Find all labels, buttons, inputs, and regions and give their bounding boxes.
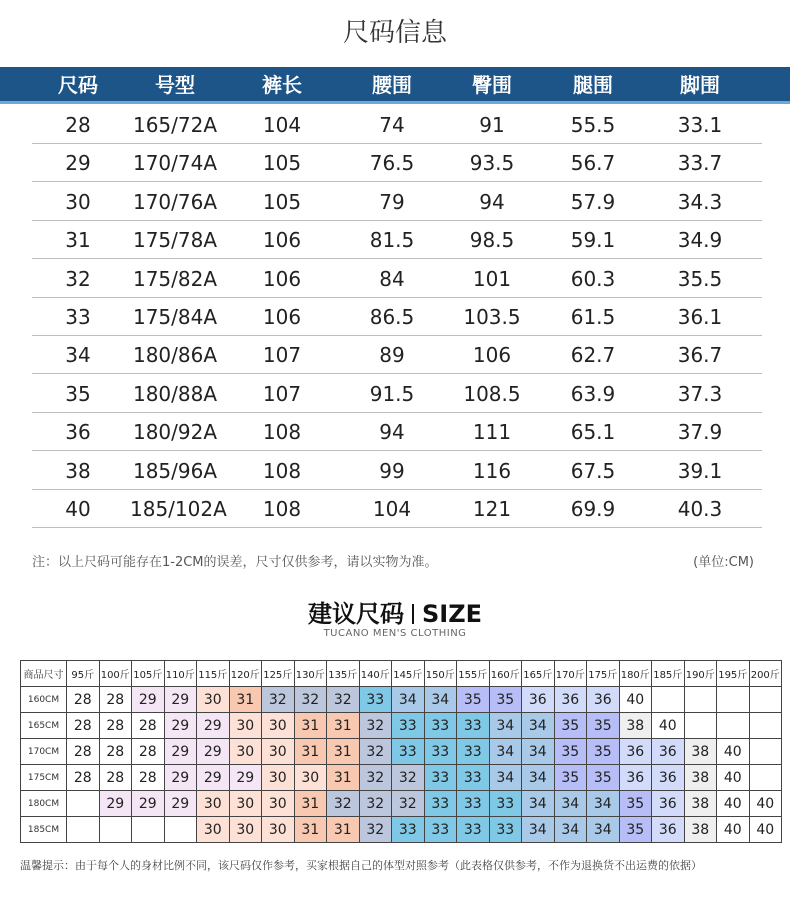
- table-row: [32, 220, 762, 259]
- grid-cell: [684, 687, 717, 713]
- suggest-title-en: SIZE: [421, 600, 482, 628]
- table-row: [32, 105, 762, 144]
- grid-row: [21, 765, 782, 791]
- grid-cell: 32: [359, 765, 392, 791]
- grid-cell: 32: [392, 765, 425, 791]
- table-cell: 108: [262, 420, 302, 445]
- title-separator: [412, 604, 414, 624]
- grid-cell: 30: [262, 765, 295, 791]
- grid-cell: 28: [67, 687, 100, 713]
- grid-cell: 30: [262, 739, 295, 765]
- table-cell: 94: [379, 420, 405, 445]
- table-cell: 32: [65, 266, 91, 291]
- table-cell: 35.5: [677, 266, 723, 291]
- header-cell: 腰围: [372, 73, 412, 97]
- size-table-header: [0, 67, 790, 104]
- table-row: [32, 489, 762, 528]
- grid-cell: 34: [489, 739, 522, 765]
- grid-cell: 34: [522, 713, 555, 739]
- weight-header: 185斤: [652, 661, 685, 687]
- table-cell: 63.9: [570, 381, 616, 406]
- table-cell: 185/102A: [130, 497, 227, 521]
- height-label: 180CM: [21, 791, 67, 817]
- table-cell: 105: [262, 151, 302, 176]
- grid-cell: 38: [684, 765, 717, 791]
- grid-cell: 32: [262, 687, 295, 713]
- weight-header: 110斤: [164, 661, 197, 687]
- weight-header: 120斤: [229, 661, 262, 687]
- weight-header: 155斤: [457, 661, 490, 687]
- table-cell: 104: [372, 497, 412, 521]
- grid-cell: 38: [684, 817, 717, 843]
- grid-cell: 32: [359, 817, 392, 843]
- grid-cell: 33: [489, 817, 522, 843]
- table-cell: 106: [262, 228, 302, 253]
- table-cell: 33: [65, 305, 91, 329]
- grid-cell: 28: [99, 765, 132, 791]
- table-cell: 106: [262, 305, 302, 329]
- grid-cell: 29: [132, 687, 165, 713]
- grid-cell: 35: [619, 817, 652, 843]
- grid-cell: 33: [457, 713, 490, 739]
- grid-cell: 40: [717, 791, 750, 817]
- grid-cell: [749, 739, 782, 765]
- header-cell: 号型: [155, 73, 195, 97]
- weight-header: 115斤: [197, 661, 230, 687]
- table-cell: 34.9: [677, 228, 723, 253]
- grid-cell: 33: [457, 765, 490, 791]
- table-cell: 61.5: [570, 305, 616, 329]
- table-row: [32, 259, 762, 298]
- table-cell: 33.7: [677, 151, 723, 176]
- header-cell: 脚围: [680, 73, 720, 97]
- grid-cell: 38: [619, 713, 652, 739]
- header-cell: 臀围: [472, 73, 512, 97]
- suggest-title: [0, 594, 790, 629]
- table-cell: 165/72A: [132, 113, 218, 137]
- grid-cell: 33: [392, 739, 425, 765]
- grid-cell: 32: [359, 713, 392, 739]
- grid-cell: 29: [164, 791, 197, 817]
- grid-cell: 35: [619, 791, 652, 817]
- grid-cell: 40: [717, 739, 750, 765]
- table-cell: 91.5: [369, 381, 415, 406]
- grid-cell: 34: [554, 791, 587, 817]
- table-cell: 86.5: [369, 305, 415, 329]
- footer-tip: 温馨提示：由于每个人的身材比例不同，该尺码仅作参考，买家根据自己的体型对照参考（此表格仅供参考，不作为退换货不出运费的依据）: [20, 859, 702, 872]
- table-cell: 175/84A: [132, 305, 218, 329]
- table-cell: 99: [379, 458, 405, 483]
- grid-cell: 35: [587, 713, 620, 739]
- grid-cell: 33: [359, 687, 392, 713]
- weight-header: 165斤: [522, 661, 555, 687]
- unit-label: (单位:CM): [693, 555, 754, 570]
- header-cell: 裤长: [262, 73, 302, 97]
- table-cell: 74: [379, 113, 405, 137]
- table-cell: 105: [262, 189, 302, 214]
- grid-cell: 31: [294, 713, 327, 739]
- table-cell: 76.5: [369, 151, 415, 176]
- grid-cell: 33: [424, 765, 457, 791]
- grid-cell: 34: [489, 713, 522, 739]
- grid-cell: 32: [294, 687, 327, 713]
- grid-cell: 36: [652, 739, 685, 765]
- grid-cell: [717, 687, 750, 713]
- suggest-title-cn: 建议尺码: [307, 600, 404, 628]
- table-cell: 31: [65, 228, 91, 253]
- grid-cell: 36: [554, 687, 587, 713]
- table-cell: 103.5: [463, 305, 521, 329]
- grid-cell: 30: [262, 713, 295, 739]
- grid-row: [21, 713, 782, 739]
- table-cell: 35: [65, 381, 91, 406]
- grid-cell: 30: [197, 687, 230, 713]
- grid-cell: 34: [522, 765, 555, 791]
- grid-cell: 34: [522, 739, 555, 765]
- grid-row: [21, 791, 782, 817]
- grid-cell: 31: [327, 713, 360, 739]
- height-label: 185CM: [21, 817, 67, 843]
- grid-cell: 30: [229, 791, 262, 817]
- height-label: 170CM: [21, 739, 67, 765]
- table-cell: 40: [65, 497, 91, 521]
- table-cell: 69.9: [570, 497, 616, 521]
- grid-row: [21, 739, 782, 765]
- grid-cell: 36: [652, 765, 685, 791]
- grid-cell: 29: [229, 765, 262, 791]
- table-row: [32, 451, 762, 490]
- grid-cell: 30: [197, 817, 230, 843]
- grid-cell: 28: [132, 739, 165, 765]
- grid-cell: 30: [262, 817, 295, 843]
- grid-cell: [99, 817, 132, 843]
- weight-header: 175斤: [587, 661, 620, 687]
- grid-cell: 29: [197, 713, 230, 739]
- grid-cell: 34: [522, 817, 555, 843]
- grid-cell: 32: [359, 791, 392, 817]
- table-cell: 56.7: [570, 151, 616, 176]
- grid-cell: 29: [164, 713, 197, 739]
- size-note: 注：以上尺码可能存在1-2CM的误差，尺寸仅供参考，请以实物为准。: [32, 555, 438, 570]
- weight-header: 145斤: [392, 661, 425, 687]
- grid-cell: 34: [424, 687, 457, 713]
- grid-cell: 40: [749, 791, 782, 817]
- weight-header: 135斤: [327, 661, 360, 687]
- grid-cell: 35: [554, 765, 587, 791]
- table-cell: 108: [262, 458, 302, 483]
- table-cell: 40.3: [677, 497, 723, 521]
- grid-cell: 33: [424, 791, 457, 817]
- grid-cell: [749, 765, 782, 791]
- grid-cell: 34: [522, 791, 555, 817]
- grid-cell: 34: [587, 791, 620, 817]
- grid-cell: 35: [489, 687, 522, 713]
- grid-cell: [717, 713, 750, 739]
- grid-cell: [132, 817, 165, 843]
- table-cell: 79: [379, 189, 405, 214]
- grid-cell: 34: [587, 817, 620, 843]
- header-cell: 腿围: [573, 73, 613, 97]
- grid-cell: 35: [457, 687, 490, 713]
- table-cell: 101: [472, 266, 512, 291]
- table-row: [32, 143, 762, 182]
- grid-cell: 33: [392, 817, 425, 843]
- grid-cell: 28: [99, 687, 132, 713]
- table-cell: 57.9: [570, 189, 616, 214]
- weight-header: 130斤: [294, 661, 327, 687]
- table-cell: 38: [65, 458, 91, 483]
- grid-cell: 29: [197, 765, 230, 791]
- grid-cell: 40: [749, 817, 782, 843]
- table-cell: 81.5: [369, 228, 415, 253]
- grid-cell: 31: [229, 687, 262, 713]
- grid-cell: 38: [684, 739, 717, 765]
- weight-header: 170斤: [554, 661, 587, 687]
- table-row: [32, 182, 762, 221]
- table-cell: 180/92A: [132, 420, 218, 445]
- grid-cell: 30: [229, 713, 262, 739]
- weight-header: 180斤: [619, 661, 652, 687]
- grid-cell: 29: [164, 765, 197, 791]
- table-cell: 60.3: [570, 266, 616, 291]
- grid-cell: 32: [327, 687, 360, 713]
- page-title: 尺码信息: [342, 18, 447, 48]
- table-cell: 36.7: [677, 343, 723, 368]
- table-cell: 116: [472, 458, 512, 483]
- grid-cell: 28: [132, 765, 165, 791]
- grid-cell: 31: [327, 765, 360, 791]
- grid-cell: [749, 713, 782, 739]
- table-cell: 89: [379, 343, 405, 368]
- table-cell: 170/76A: [132, 189, 218, 214]
- table-cell: 59.1: [570, 228, 616, 253]
- grid-cell: 28: [67, 765, 100, 791]
- grid-cell: 33: [424, 817, 457, 843]
- grid-cell: 29: [99, 791, 132, 817]
- table-cell: 67.5: [570, 458, 616, 483]
- grid-cell: 40: [717, 817, 750, 843]
- grid-cell: 33: [489, 791, 522, 817]
- grid-cell: 33: [457, 817, 490, 843]
- table-cell: 37.3: [677, 381, 723, 406]
- grid-cell: 33: [392, 713, 425, 739]
- weight-header: 125斤: [262, 661, 295, 687]
- grid-cell: 31: [294, 791, 327, 817]
- weight-header: 190斤: [684, 661, 717, 687]
- grid-cell: 32: [392, 791, 425, 817]
- table-cell: 185/96A: [132, 458, 218, 483]
- table-cell: 34.3: [677, 189, 723, 214]
- grid-cell: 36: [652, 791, 685, 817]
- weight-header: 140斤: [359, 661, 392, 687]
- grid-cell: 31: [327, 739, 360, 765]
- height-label: 165CM: [21, 713, 67, 739]
- grid-cell: 30: [262, 791, 295, 817]
- suggest-size-grid: [20, 660, 782, 843]
- table-row: [32, 374, 762, 413]
- grid-cell: 30: [229, 817, 262, 843]
- table-cell: 98.5: [469, 228, 515, 253]
- grid-cell: 34: [554, 817, 587, 843]
- grid-cell: 40: [619, 687, 652, 713]
- grid-cell: 35: [587, 739, 620, 765]
- table-cell: 91: [479, 113, 505, 137]
- table-cell: 84: [379, 266, 405, 291]
- grid-cell: 40: [652, 713, 685, 739]
- table-cell: 34: [65, 343, 91, 368]
- grid-cell: 33: [457, 791, 490, 817]
- table-row: [32, 412, 762, 451]
- grid-cell: 33: [424, 713, 457, 739]
- table-cell: 36.1: [677, 305, 723, 329]
- weight-header: 150斤: [424, 661, 457, 687]
- grid-cell: 34: [489, 765, 522, 791]
- grid-header-row: [21, 661, 782, 687]
- grid-cell: 28: [67, 739, 100, 765]
- weight-header: 95斤: [67, 661, 100, 687]
- grid-cell: 36: [619, 765, 652, 791]
- grid-cell: 32: [359, 739, 392, 765]
- brand-caption: TUCANO MEN'S CLOTHING: [323, 628, 467, 639]
- weight-header: 160斤: [489, 661, 522, 687]
- table-cell: 107: [262, 343, 302, 368]
- table-cell: 111: [472, 420, 512, 445]
- grid-cell: 29: [164, 739, 197, 765]
- table-row: [32, 297, 762, 336]
- grid-cell: 36: [619, 739, 652, 765]
- weight-header: 105斤: [132, 661, 165, 687]
- grid-cell: 28: [99, 739, 132, 765]
- grid-cell: 31: [327, 817, 360, 843]
- grid-cell: [749, 687, 782, 713]
- grid-cell: [164, 817, 197, 843]
- table-cell: 106: [472, 343, 512, 368]
- table-cell: 170/74A: [132, 151, 218, 176]
- table-cell: 93.5: [469, 151, 515, 176]
- grid-cell: 30: [197, 791, 230, 817]
- table-cell: 62.7: [570, 343, 616, 368]
- height-label: 160CM: [21, 687, 67, 713]
- grid-cell: 33: [457, 739, 490, 765]
- header-cell: 尺码: [58, 73, 98, 97]
- grid-cell: 36: [522, 687, 555, 713]
- grid-row: [21, 817, 782, 843]
- grid-cell: 38: [684, 791, 717, 817]
- table-cell: 121: [472, 497, 512, 521]
- grid-cell: 32: [327, 791, 360, 817]
- table-cell: 180/86A: [132, 343, 218, 368]
- table-cell: 107: [262, 381, 302, 406]
- table-cell: 33.1: [677, 113, 723, 137]
- grid-cell: 28: [132, 713, 165, 739]
- grid-cell: 36: [587, 687, 620, 713]
- table-cell: 39.1: [677, 458, 723, 483]
- weight-header: 200斤: [749, 661, 782, 687]
- grid-cell: 30: [294, 765, 327, 791]
- grid-cell: 35: [554, 713, 587, 739]
- grid-cell: [67, 817, 100, 843]
- table-cell: 106: [262, 266, 302, 291]
- grid-cell: 35: [554, 739, 587, 765]
- grid-cell: 29: [132, 791, 165, 817]
- table-cell: 180/88A: [132, 381, 218, 406]
- grid-cell: 35: [587, 765, 620, 791]
- weight-header: 100斤: [99, 661, 132, 687]
- table-cell: 37.9: [677, 420, 723, 445]
- table-cell: 55.5: [570, 113, 616, 137]
- table-cell: 28: [65, 113, 91, 137]
- height-label: 175CM: [21, 765, 67, 791]
- grid-cell: 29: [164, 687, 197, 713]
- grid-cell: 29: [197, 739, 230, 765]
- grid-cell: 30: [229, 739, 262, 765]
- table-cell: 108.5: [463, 381, 521, 406]
- table-cell: 108: [262, 497, 302, 521]
- table-cell: 65.1: [570, 420, 616, 445]
- table-cell: 104: [262, 113, 302, 137]
- table-cell: 175/78A: [132, 228, 218, 253]
- grid-cell: 28: [99, 713, 132, 739]
- grid-cell: [67, 791, 100, 817]
- table-cell: 94: [479, 189, 505, 214]
- table-row: [32, 335, 762, 374]
- grid-cell: 33: [424, 739, 457, 765]
- grid-cell: 31: [294, 817, 327, 843]
- table-cell: 36: [65, 420, 91, 445]
- table-cell: 29: [65, 151, 91, 176]
- table-cell: 175/82A: [132, 266, 218, 291]
- grid-row: [21, 687, 782, 713]
- grid-cell: 31: [294, 739, 327, 765]
- grid-cell: 40: [717, 765, 750, 791]
- grid-corner-label: 商品尺寸: [21, 661, 67, 687]
- grid-cell: [684, 713, 717, 739]
- grid-cell: 28: [67, 713, 100, 739]
- weight-header: 195斤: [717, 661, 750, 687]
- grid-cell: 36: [652, 817, 685, 843]
- grid-cell: 34: [392, 687, 425, 713]
- table-cell: 30: [65, 189, 91, 214]
- grid-cell: [652, 687, 685, 713]
